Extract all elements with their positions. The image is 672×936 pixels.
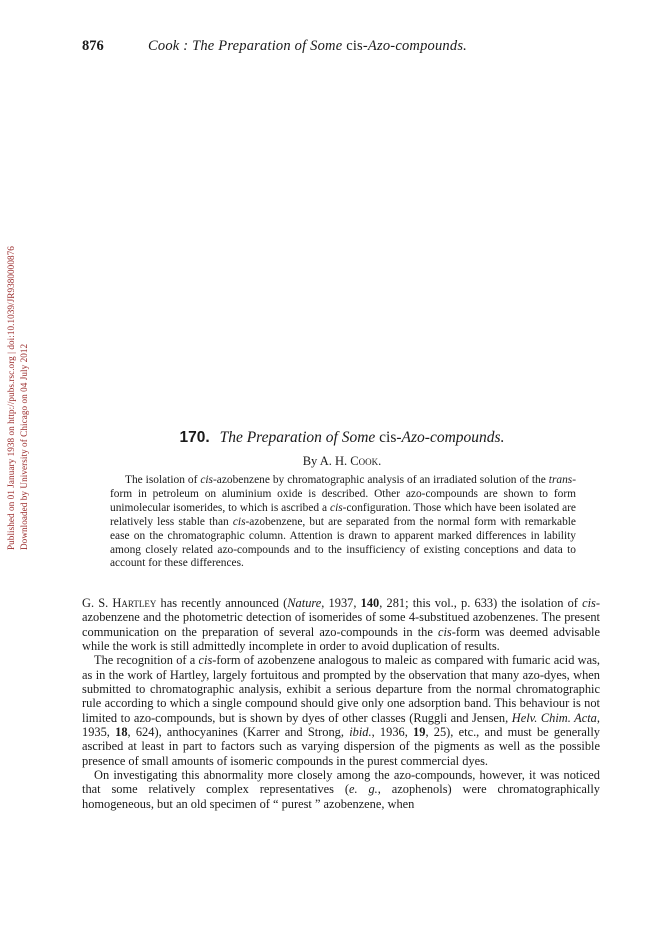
paragraph-1: G. S. Hartley has recently announced (Nature, 1937, 140, 281; this vol., p. 633) the isolation of cis-azobenzene and the photometric detection of isomerides of some 4-substitued azobenzenes. The present communication on the preparation of several azo-compounds in the cis-form was deemed advisable while the work is still admittedly incomplete in order to avoid duplication of results. bbox=[82, 596, 601, 654]
abstract: The isolation of cis-azobenzene by chromatographic analysis of an irradiated solution of the trans-form in petroleum on aluminium oxide is described. Other azo-compounds are shown to form unimolecular isomerides, to which is ascribed a cis-configuration. Those which have been isolated are relatively less stable than cis-azobenzene, but are separated from the normal form with remarkable ease on the chromatographic column. Attention is drawn to apparent marked differences in lability among closely related azo-compounds and to the insufficiency of existing conceptions and data to account for these differences. bbox=[110, 474, 576, 570]
author-name: Cook. bbox=[350, 454, 382, 468]
provenance-sidebar bbox=[6, 210, 34, 550]
download-notice: Downloaded by University of Chicago on 04 July 2012 bbox=[19, 343, 29, 550]
cited-author: Hartley bbox=[112, 596, 157, 610]
article-body bbox=[82, 596, 600, 811]
paragraph-2: The recognition of a cis-form of azobenzene analogous to maleic as compared with fumaric acid was, as in the work of Hartley, largely fortuitous and prompted by the observation that many azo-dyes, when submitted to chromatographic analysis, exhibit a serious departure from the normal chromatographic rule according to which a single compound should give only one adsorption band. This behaviour is not limited to azo-compounds, but is shown by dyes of other classes (Ruggli and Jensen, Helv. Chim. Acta, 1935, 18, 624), anthocyanines (Karrer and Strong, ibid., 1936, 19, 25), etc., and must be generally ascribed at least in part to factors such as varying dispersion of the pigments as well as the possible presence of small amounts of isomeric compounds in the purest commercial dyes. bbox=[82, 653, 601, 768]
running-author: Cook : bbox=[148, 38, 189, 54]
page-number: 876 bbox=[82, 38, 104, 54]
running-head bbox=[82, 38, 602, 60]
running-title: Cook : The Preparation of Some cis-Azo-compounds. bbox=[148, 38, 467, 54]
publication-notice[interactable]: Published on 01 January 1938 on http://pubs.rsc.org | doi:10.1039/JR9380000876 bbox=[6, 246, 16, 550]
article-number: 170. bbox=[179, 429, 210, 446]
article-title: 170. The Preparation of Some cis-Azo-compounds. bbox=[179, 429, 505, 446]
article-header bbox=[82, 428, 602, 469]
byline: By A. H. Cook. bbox=[302, 454, 382, 468]
paragraph-3: On investigating this abnormality more closely among the azo-compounds, however, it was noticed that some relatively complex representatives (e. g., azophenols) were chromatographically homogeneous, but an old specimen of “ purest ” azobenzene, when bbox=[82, 768, 600, 811]
